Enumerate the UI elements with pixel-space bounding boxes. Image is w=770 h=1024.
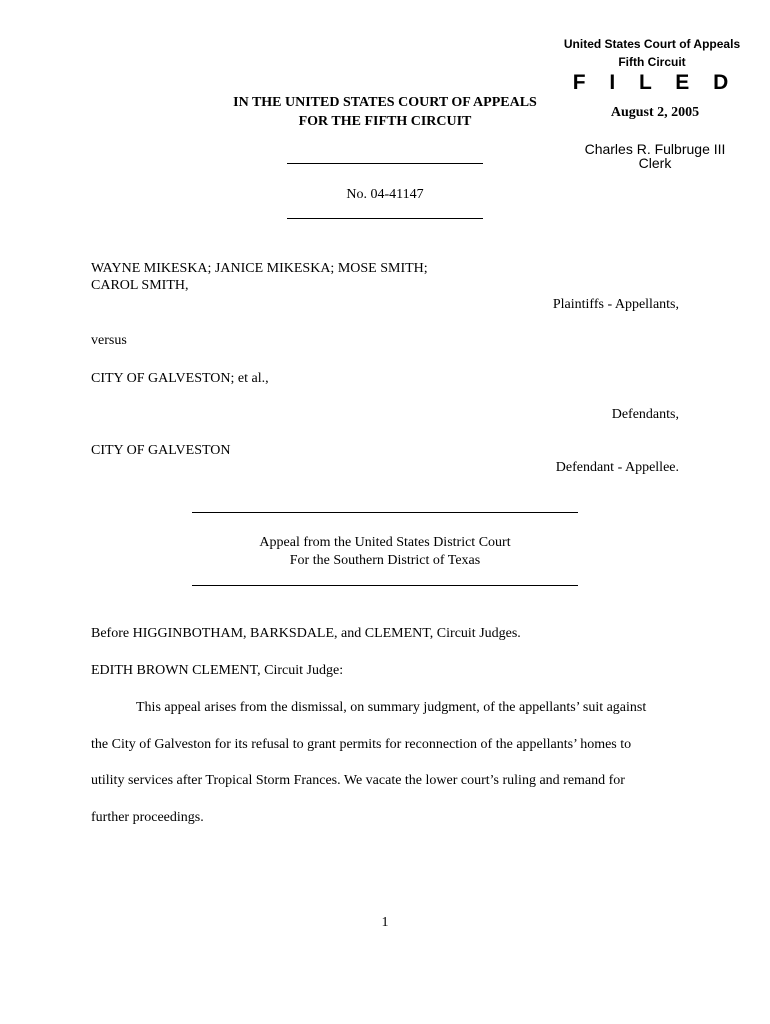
- defendants-role: Defendants,: [611, 407, 679, 422]
- opinion-paragraph-line1: This appeal arises from the dismissal, on summary judgment, of the appellants’ suit against: [136, 700, 647, 715]
- defendants-name: CITY OF GALVESTON; et al.,: [91, 371, 269, 386]
- plaintiffs-line2: CAROL SMITH,: [91, 278, 189, 293]
- stamp-filed: F I L E D: [572, 71, 738, 94]
- caption-rule-bottom: [287, 218, 483, 219]
- appeal-rule-bottom: [192, 585, 578, 586]
- appeal-line1: Appeal from the United States District Court: [259, 535, 511, 550]
- appellee-role: Defendant - Appellee.: [555, 460, 679, 475]
- opinion-author: EDITH BROWN CLEMENT, Circuit Judge:: [91, 663, 344, 678]
- plaintiffs-role: Plaintiffs - Appellants,: [552, 297, 679, 312]
- appeal-line2: For the Southern District of Texas: [289, 553, 481, 568]
- opinion-paragraph-line4: further proceedings.: [91, 810, 204, 825]
- stamp-date: August 2, 2005: [610, 105, 700, 120]
- page-number: 1: [381, 915, 389, 930]
- court-name-line1: IN THE UNITED STATES COURT OF APPEALS: [233, 95, 537, 110]
- caption-rule-top: [287, 163, 483, 164]
- plaintiffs-line1: WAYNE MIKESKA; JANICE MIKESKA; MOSE SMITH;: [91, 261, 428, 276]
- stamp-clerk-title: Clerk: [638, 155, 672, 171]
- stamp-clerk-name: Charles R. Fulbruge III: [584, 141, 726, 157]
- appeal-rule-top: [192, 512, 578, 513]
- docket-number: No. 04-41147: [346, 187, 424, 202]
- panel-judges: Before HIGGINBOTHAM, BARKSDALE, and CLEMENT, Circuit Judges.: [91, 626, 521, 641]
- opinion-paragraph-line3: utility services after Tropical Storm Frances. We vacate the lower court’s ruling and remand for: [91, 773, 625, 788]
- appellee-name: CITY OF GALVESTON: [91, 443, 231, 458]
- court-name-line2: FOR THE FIFTH CIRCUIT: [298, 114, 472, 129]
- versus-label: versus: [91, 333, 127, 348]
- stamp-court: United States Court of Appeals: [563, 37, 741, 51]
- stamp-circuit: Fifth Circuit: [618, 55, 686, 69]
- opinion-paragraph-line2: the City of Galveston for its refusal to grant permits for reconnection of the appellants’ homes to: [91, 737, 632, 752]
